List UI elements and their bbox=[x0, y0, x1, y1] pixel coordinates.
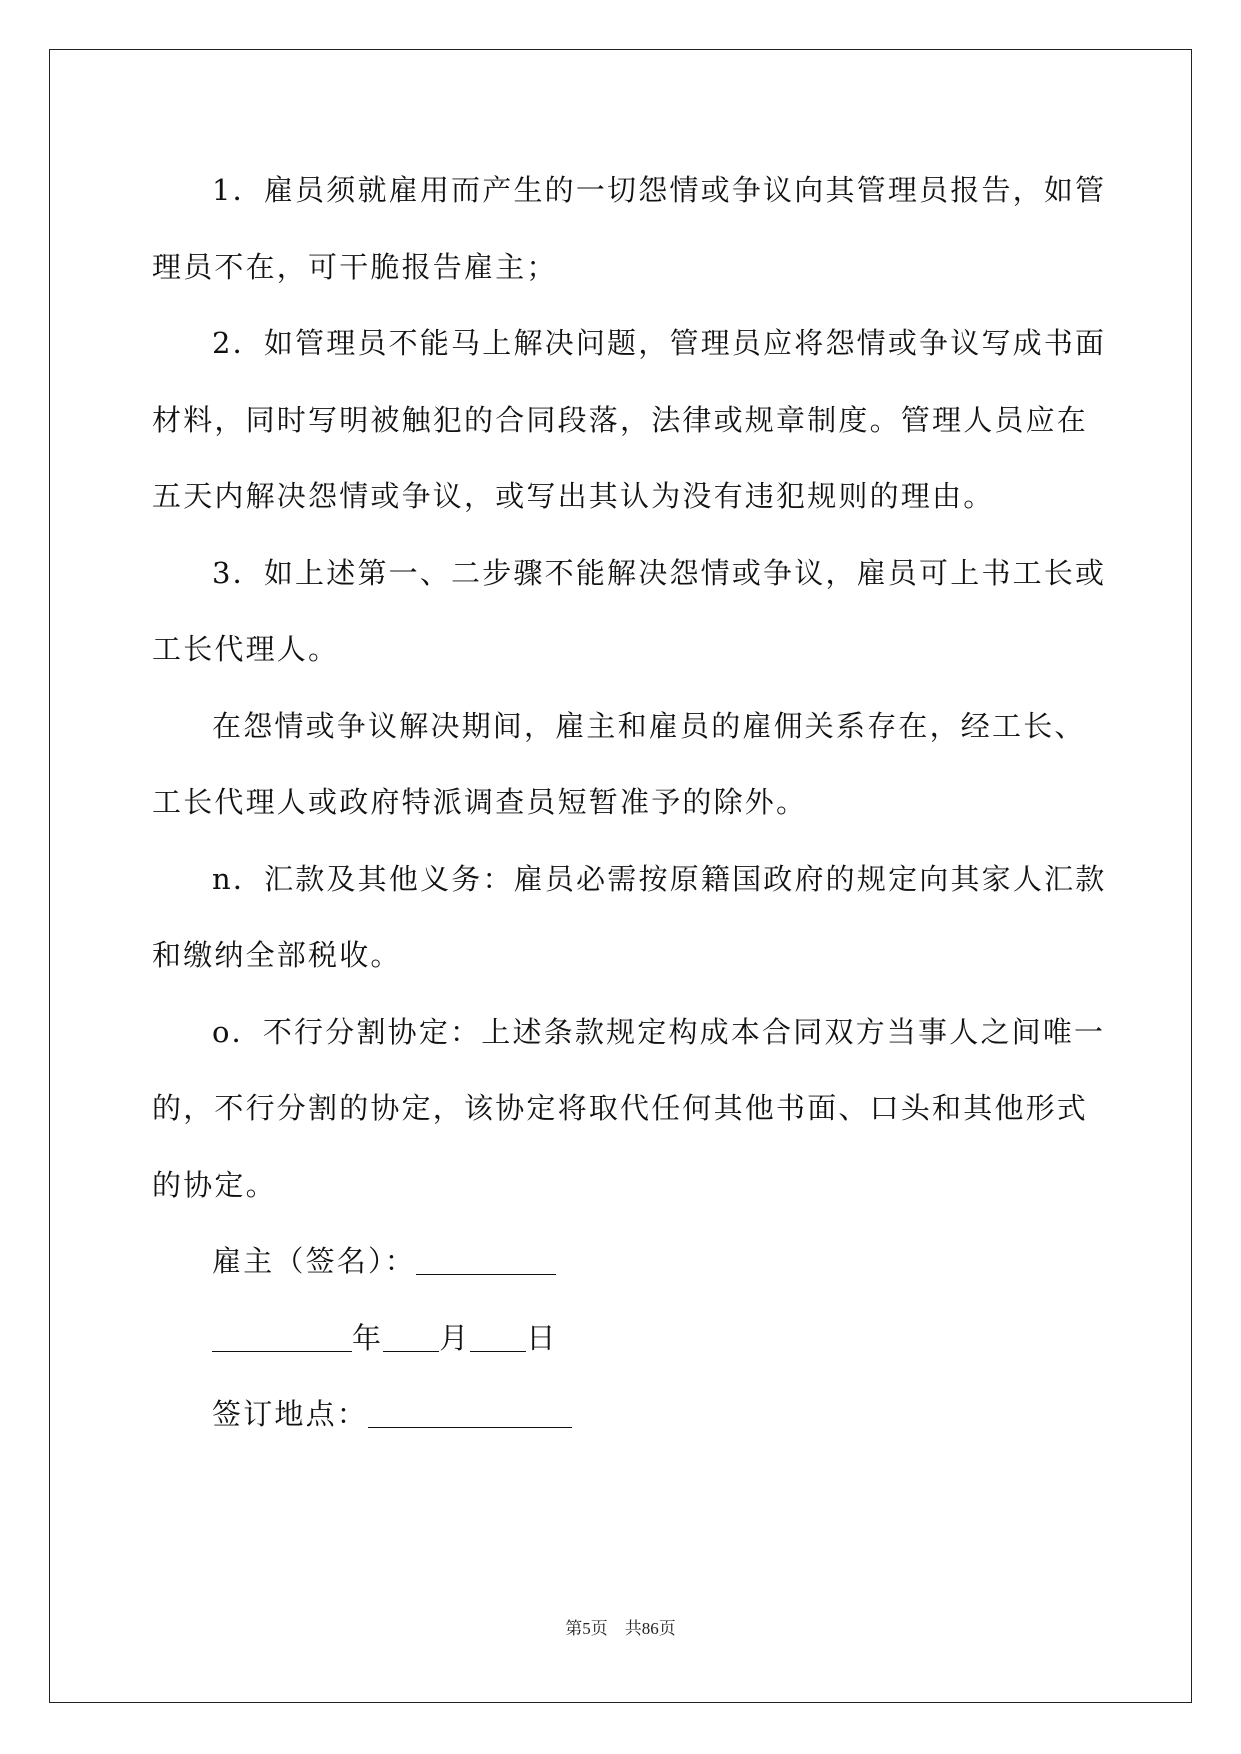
signing-place-blank bbox=[368, 1395, 572, 1428]
paragraph-line: 1．雇员须就雇用而产生的一切怨情或争议向其管理员报告，如管 bbox=[212, 173, 1107, 207]
paragraph-line: 的，不行分割的协定，该协定将取代任何其他书面、口头和其他形式 bbox=[152, 1091, 1089, 1125]
paragraph-1 bbox=[152, 160, 1107, 313]
paragraph-5 bbox=[152, 849, 1107, 1002]
year-blank bbox=[212, 1319, 352, 1352]
date-line bbox=[152, 1308, 1090, 1385]
paragraph-line: 五天内解决怨情或争议，或写出其认为没有违犯规则的理由。 bbox=[152, 479, 995, 513]
paragraph-line: 理员不在，可干脆报告雇主； bbox=[152, 249, 558, 284]
document-body bbox=[152, 160, 1107, 1461]
day-blank bbox=[470, 1319, 526, 1352]
paragraph-3 bbox=[152, 543, 1107, 696]
paragraph-line: 3．如上述第一、二步骤不能解决怨情或争议，雇员可上书工长或 bbox=[212, 555, 1107, 590]
paragraph-6 bbox=[152, 1002, 1106, 1232]
month-blank bbox=[383, 1319, 439, 1352]
paragraph-line: 2．如管理员不能马上解决问题，管理员应将怨情或争议写成书面 bbox=[212, 326, 1107, 360]
paragraph-line: 和缴纳全部税收。 bbox=[152, 938, 402, 972]
year-label: 年 bbox=[352, 1320, 384, 1355]
signing-place-line bbox=[152, 1384, 1090, 1461]
month-label: 月 bbox=[439, 1320, 471, 1355]
paragraph-line: n．汇款及其他义务：雇员必需按原籍国政府的规定向其家人汇款 bbox=[212, 861, 1107, 896]
employer-signature-blank bbox=[416, 1242, 556, 1275]
paragraph-line: 工长代理人。 bbox=[152, 632, 340, 666]
signing-place-label: 签订地点： bbox=[212, 1397, 369, 1431]
paragraph-line: o．不行分割协定：上述条款规定构成本合同双方当事人之间唯一 bbox=[212, 1014, 1106, 1049]
page-number-footer: 第5页 共86页 bbox=[565, 1619, 676, 1638]
employer-signature-label: 雇主（签名）： bbox=[212, 1244, 416, 1278]
paragraph-line: 在怨情或争议解决期间，雇主和雇员的雇佣关系存在，经工长、 bbox=[212, 708, 1086, 743]
paragraph-4 bbox=[152, 696, 1090, 849]
employer-signature-line bbox=[152, 1231, 1090, 1308]
paragraph-2 bbox=[152, 313, 1107, 543]
day-label: 日 bbox=[526, 1320, 558, 1355]
paragraph-line: 工长代理人或政府特派调查员短暂准予的除外。 bbox=[152, 785, 808, 819]
paragraph-line: 的协定。 bbox=[152, 1167, 277, 1202]
paragraph-line: 材料，同时写明被触犯的合同段落，法律或规章制度。管理人员应在 bbox=[152, 402, 1089, 437]
